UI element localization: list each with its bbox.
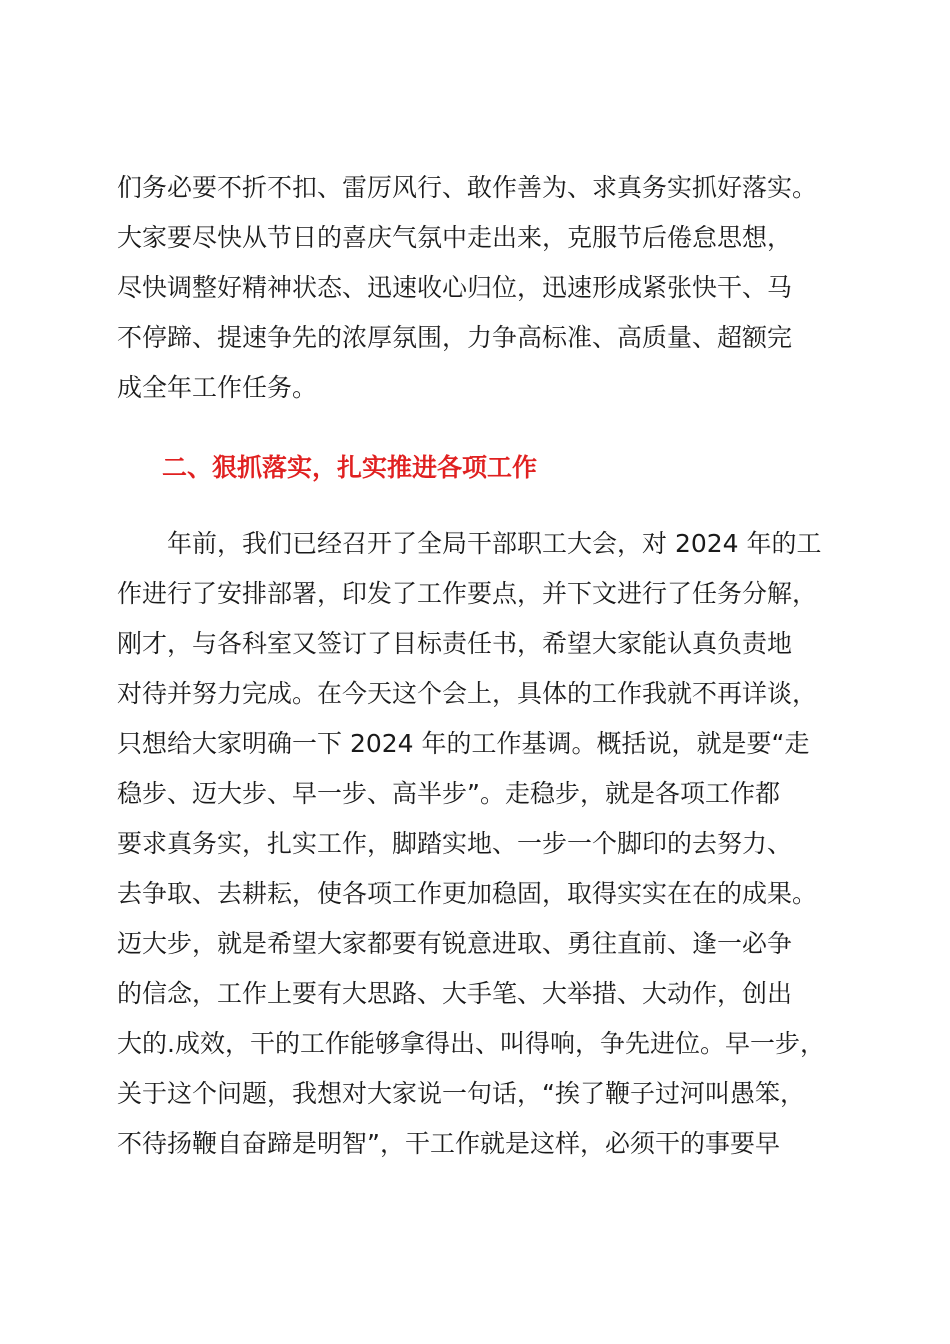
paragraph-line: 稳步、迈大步、早一步、高半步”。走稳步，就是各项工作都 (117, 779, 780, 808)
paragraph-line: 尽快调整好精神状态、迅速收心归位，迅速形成紧张快干、马 (117, 273, 793, 302)
paragraph-line: 不停蹄、提速争先的浓厚氛围，力争高标准、高质量、超额完 (117, 323, 793, 352)
paragraph-line: 只想给大家明确一下 2024 年的工作基调。概括说，就是要“走 (117, 729, 810, 758)
paragraph-line: 年前，我们已经召开了全局干部职工大会，对 2024 年的工 (117, 529, 822, 558)
paragraph-line: 成全年工作任务。 (117, 373, 318, 402)
paragraph-line: 不待扬鞭自奋蹄是明智”，干工作就是这样，必须干的事要早 (117, 1129, 780, 1158)
section-heading: 二、狠抓落实，扎实推进各项工作 (162, 453, 538, 482)
paragraph-line: 要求真务实，扎实工作，脚踏实地、一步一个脚印的去努力、 (117, 829, 793, 858)
paragraph-line: 的信念，工作上要有大思路、大手笔、大举措、大动作，创出 (117, 979, 793, 1008)
paragraph-line: 大家要尽快从节日的喜庆气氛中走出来，克服节后倦怠思想， (117, 223, 793, 252)
paragraph-line: 关于这个问题，我想对大家说一句话，“挨了鞭子过河叫愚笨， (117, 1079, 805, 1108)
paragraph-line: 迈大步，就是希望大家都要有锐意进取、勇往直前、逢一必争 (117, 929, 793, 958)
paragraph-line: 们务必要不折不扣、雷厉风行、敢作善为、求真务实抓好落实。 (117, 173, 818, 202)
paragraph-line: 刚才，与各科室又签订了目标责任书，希望大家能认真负责地 (117, 629, 793, 658)
paragraph-line: 对待并努力完成。在今天这个会上，具体的工作我就不再详谈， (117, 679, 818, 708)
paragraph-line: 去争取、去耕耘，使各项工作更加稳固，取得实实在在的成果。 (117, 879, 818, 908)
paragraph-line: 大的.成效，干的工作能够拿得出、叫得响，争先进位。早一步， (117, 1029, 825, 1058)
paragraph-line: 作进行了安排部署，印发了工作要点，并下文进行了任务分解， (117, 579, 818, 608)
